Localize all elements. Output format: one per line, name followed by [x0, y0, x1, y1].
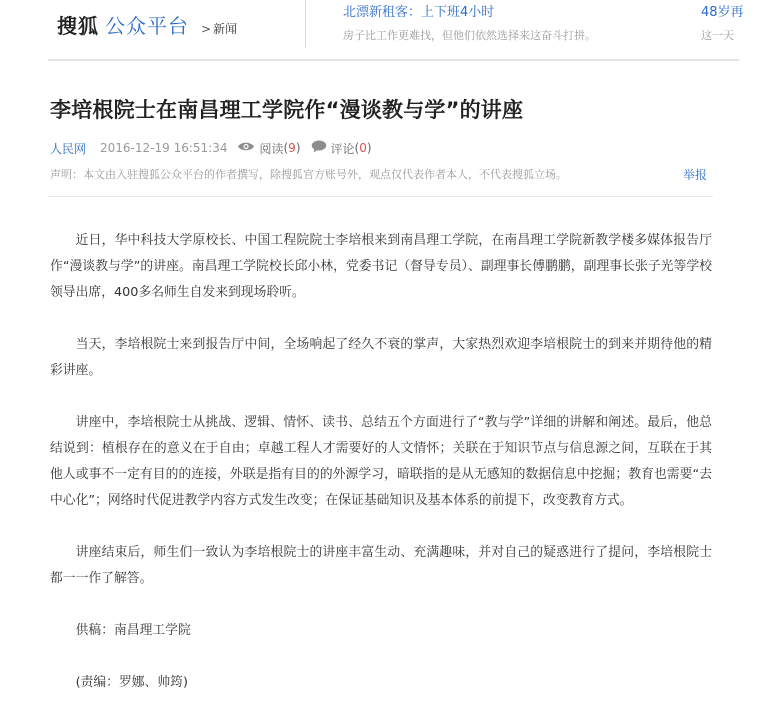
reads-count: 9 — [288, 141, 296, 155]
top-bar — [0, 0, 744, 60]
read-count: 阅读 ( 9 ) — [237, 140, 300, 157]
brand-sohu[interactable]: 搜狐 — [57, 14, 99, 38]
comments-label[interactable]: 评论 — [330, 141, 355, 156]
channel-arrow-icon: > — [201, 22, 212, 36]
reads-label: 阅读 — [259, 141, 284, 156]
brand-platform[interactable]: 公众平台 — [105, 14, 189, 38]
contributor-line: 供稿：南昌理工学院 — [75, 623, 191, 638]
paragraph: 近日，华中科技大学原校长、中国工程院院士李培根来到南昌理工学院，在南昌理工学院新教学楼多媒体报告厅作“漫谈教与学”的讲座。南昌理工学院校长邱小林，党委书记（督导专员）、副理事长傅鹏鹏，副理事长张子光等学校领导出席，400多名师生自发来到现场聆听。 — [50, 233, 712, 300]
headline-subtitle: 房子比工作更难找，但他们依然选择来这奋斗打拼。 — [343, 29, 596, 42]
headline-subtitle-2: 这一天 — [701, 29, 734, 42]
header-divider — [305, 0, 306, 48]
headline-item-2[interactable] — [701, 4, 761, 44]
eye-icon — [237, 141, 255, 155]
editor-line: (责编：罗娜、帅筠) — [75, 675, 188, 690]
header-rule — [48, 59, 739, 61]
disclaimer: 声明：本文由入驻搜狐公众平台的作者撰写，除搜狐官方账号外，观点仅代表作者本人，不代表搜狐立场。 — [50, 168, 567, 181]
article-meta — [50, 139, 382, 157]
headline-title[interactable]: 北漂新租客：上下班4小时 — [343, 5, 495, 20]
publish-time: 2016-12-19 16:51:34 — [100, 141, 228, 155]
comment-bubble-icon — [311, 140, 327, 156]
comment-count[interactable]: 评论 ( 0 ) — [311, 140, 372, 157]
paragraph: 讲座结束后，师生们一致认为李培根院士的讲座丰富生动、充满趣味，并对自己的疑惑进行了提问，李培根院士都一一作了解答。 — [50, 545, 712, 586]
source-link[interactable]: 人民网 — [50, 141, 87, 156]
headline-title-2[interactable]: 48岁再 — [701, 5, 744, 20]
channel-label[interactable]: 新闻 — [213, 22, 238, 36]
article-body — [50, 228, 712, 722]
comments-count: 0 — [359, 141, 367, 155]
paragraph: 讲座中，李培根院士从挑战、逻辑、情怀、读书、总结五个方面进行了“教与学”详细的讲解和阐述。最后，他总结说到：植根存在的意义在于自由；卓越工程人才需要好的人文情怀；关联在于知识节点与信息源之间，互联在于其他人或事不一定有目的的连接，外联是指有目的的外源学习，暗联指的是从无感知的数据信息中挖掘；教育也需要“去中心化”；网络时代促进教学内容方式发生改变；在保证基础知识及基本体系的前提下，改变教育方式。 — [50, 415, 712, 508]
meta-divider — [48, 196, 713, 197]
article-title: 李培根院士在南昌理工学院作“漫谈教与学”的讲座 — [50, 98, 524, 122]
headline-item[interactable] — [343, 4, 683, 44]
report-link[interactable]: 举报 — [683, 168, 708, 182]
paragraph: 当天，李培根院士来到报告厅中间，全场响起了经久不衰的掌声，大家热烈欢迎李培根院士的到来并期待他的精彩讲座。 — [50, 337, 712, 378]
channel-link[interactable] — [201, 20, 237, 37]
brand-logo[interactable] — [57, 10, 238, 38]
